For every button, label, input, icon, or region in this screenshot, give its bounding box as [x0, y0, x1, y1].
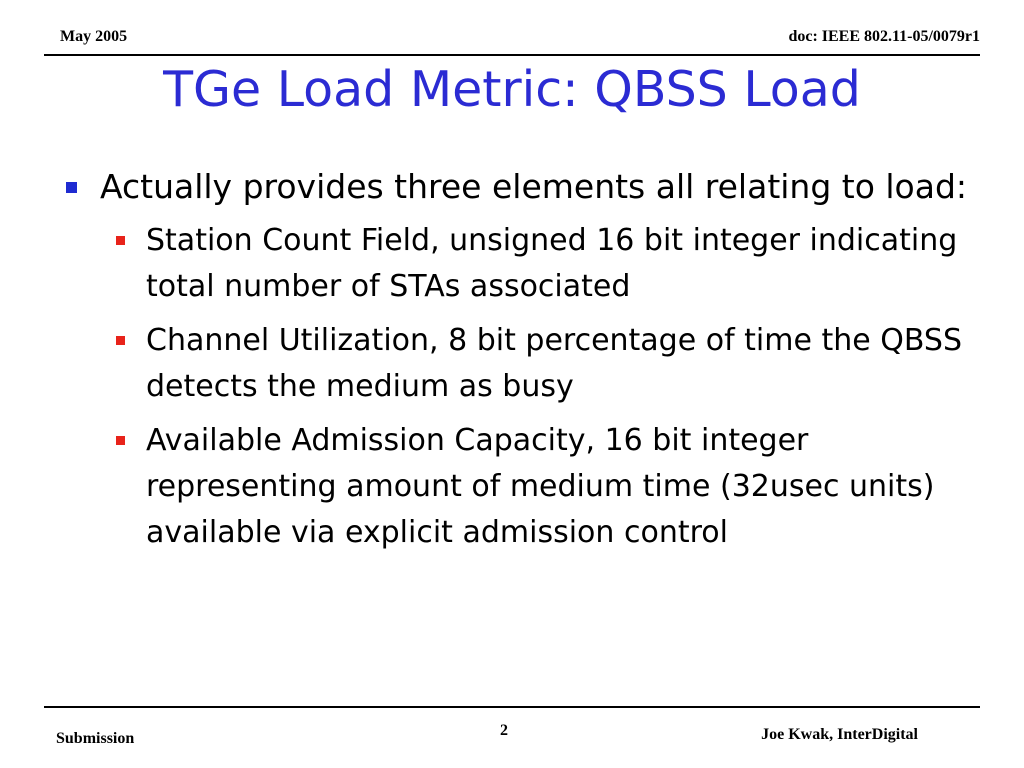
page-number: 2 — [500, 722, 508, 739]
bullet-text: Actually provides three elements all relating to load: — [100, 167, 968, 206]
header-divider — [44, 54, 980, 56]
sub-bullet-text: Station Count Field, unsigned 16 bit integer indicating total number of STAs associated — [146, 223, 958, 304]
square-bullet-icon — [116, 436, 125, 445]
square-bullet-icon — [66, 182, 77, 193]
footer-divider — [44, 706, 980, 708]
sub-bullet-item — [58, 318, 978, 410]
square-bullet-icon — [116, 336, 125, 345]
slide-title: TGe Load Metric: QBSS Load — [163, 61, 861, 118]
square-bullet-icon — [116, 236, 125, 245]
bullet-list — [58, 164, 978, 564]
sub-bullet-text: Channel Utilization, 8 bit percentage of time the QBSS detects the medium as busy — [146, 323, 963, 404]
bullet-item — [58, 164, 978, 210]
header-doc-id: doc: IEEE 802.11-05/0079r1 — [788, 28, 980, 45]
header-date: May 2005 — [60, 28, 128, 45]
sub-bullet-text: Available Admission Capacity, 16 bit integer representing amount of medium time (32usec units) available via explicit admission control — [146, 423, 935, 550]
sub-bullet-item — [58, 218, 978, 310]
sub-bullet-item — [58, 418, 978, 556]
footer-author: Joe Kwak, InterDigital — [761, 726, 918, 743]
footer-submission: Submission — [56, 730, 135, 747]
